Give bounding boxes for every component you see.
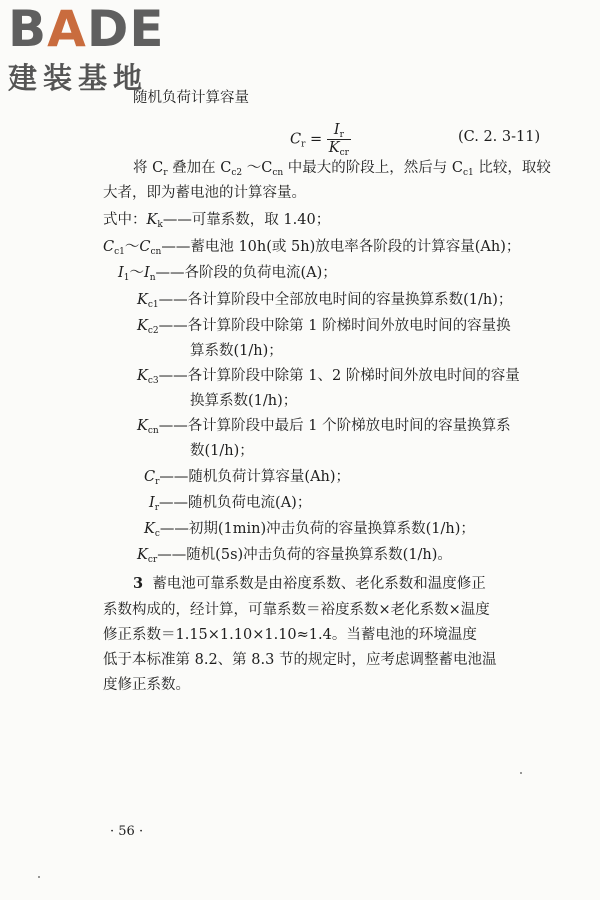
definition-item: $I_1\sim I_n——$各阶段的负荷电流(A)；: [118, 265, 337, 283]
definition-item: $K_c——$初期(1min)冲击负荷的容量换算系数(1/h)；: [144, 521, 475, 539]
definition-item: $K_{c3}——$各计算阶段中除第 1、2 阶梯时间外放电时间的容量: [137, 368, 520, 386]
paragraph-line: 将 $C_r$ 叠加在 $C_{c2}$ $\sim C_{cn}$ 中最大的阶段上，然后与 $C_{c1}$ 比较，取较: [133, 160, 551, 178]
section-heading: 随机负荷计算容量: [133, 90, 249, 106]
definition-item: $K_{c2}——$各计算阶段中除第 1 阶梯时间外放电时间的容量换: [137, 318, 511, 336]
brand-logo: [8, 0, 165, 97]
definition-continuation: 换算系数(1/h)；: [190, 393, 298, 409]
definition-item: $K_{cn}——$各计算阶段中最后 1 个阶梯放电时间的容量换算系: [137, 418, 511, 436]
definition-continuation: 算系数(1/h)；: [190, 343, 283, 359]
paragraph-line: 修正系数＝1.15×1.10×1.10≈1.4。当蓄电池的环境温度: [103, 627, 477, 643]
scan-speck: [38, 876, 40, 878]
scan-speck: [520, 772, 522, 774]
logo-wordmark: BADE: [8, 0, 165, 58]
page-number: · 56 ·: [110, 824, 144, 839]
definition-item: $K_{c1}——$各计算阶段中全部放电时间的容量换算系数(1/h)；: [137, 292, 513, 310]
paragraph-line: 系数构成的，经计算，可靠系数＝裕度系数×老化系数×温度: [103, 602, 490, 618]
definition-item: $K_{cr}——$随机(5s)冲击负荷的容量换算系数(1/h)。: [137, 547, 452, 565]
logo-subtitle: 建装基地: [8, 61, 149, 95]
paragraph-line: 度修正系数。: [103, 677, 190, 693]
equation: $C_r$ = $\frac{I_r}{K_{cr}}$: [290, 122, 349, 158]
paragraph-line: 3 蓄电池可靠系数是由裕度系数、老化系数和温度修正: [133, 575, 486, 592]
paragraph-line: 大者，即为蓄电池的计算容量。: [103, 185, 306, 201]
definition-item: $C_{c1}\sim C_{cn}——$蓄电池 10h(或 5h)放电率各阶段的计算容量(Ah)；: [103, 239, 521, 257]
definition-continuation: 数(1/h)；: [190, 443, 254, 459]
equation-number: (C. 2. 3-11): [458, 129, 541, 145]
paragraph-line: 低于本标准第 8.2、第 8.3 节的规定时，应考虑调整蓄电池温: [103, 652, 497, 668]
definition-item: $I_r——$随机负荷电流(A)；: [149, 495, 312, 513]
equation-fraction: $\frac{I_r}{K_{cr}}$: [328, 122, 349, 158]
definition-item: $C_r——$随机负荷计算容量(Ah)；: [144, 469, 351, 487]
definition-item: 式中：$K_k——$可靠系数，取 1.40；: [103, 212, 331, 230]
